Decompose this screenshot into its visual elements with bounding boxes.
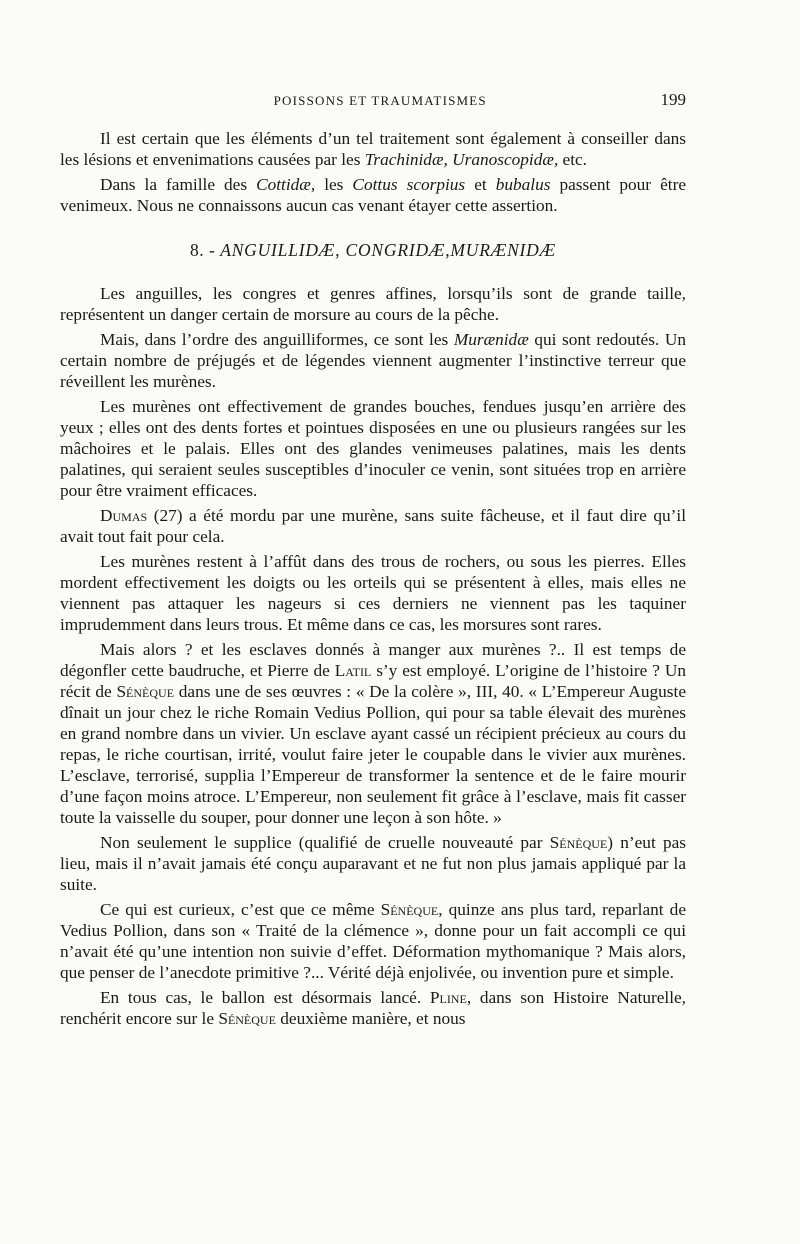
- section-title: ANGUILLIDÆ, CONGRIDÆ,MURÆNIDÆ: [220, 240, 556, 260]
- paragraph: Les anguilles, les congres et genres affines, lorsqu’ils sont de grande taille, représentent un danger certain de morsure au cours de la pêche.: [60, 284, 686, 324]
- paragraph: Les murènes restent à l’affût dans des trous de rochers, ou sous les pierres. Elles mordent effectivement les doigts ou les orteils qui se présentent à elles, mais elles ne viennent pas attaquer les nageurs si ces derniers ne viennent pas les taquiner imprudemment dans leurs trous. Et même dans ce cas, les morsures sont rares.: [60, 552, 686, 634]
- paragraph: Il est certain que les éléments d’un tel traitement sont également à conseiller dans les lésions et envenimations causées par les Trachinidæ, Uranoscopidæ, etc.: [60, 129, 686, 169]
- author-name: Sénèque: [116, 682, 175, 701]
- section-number: 8. -: [190, 240, 221, 260]
- author-name: Sénèque: [549, 833, 608, 852]
- paragraph: Les murènes ont effectivement de grandes bouches, fendues jusqu’en arrière des yeux ; elles ont des dents fortes et pointues disposées en une ou plusieurs rangées sur les mâchoires et le palais. Elles ont des glandes venimeuses palatines, mais les dents palatines, qui seraient seules susceptibles d’inoculer ce venin, sont situées trop en arrière pour être vraiment efficaces.: [60, 397, 686, 500]
- author-name: Dumas: [100, 506, 148, 525]
- author-name: Sénèque: [218, 1009, 276, 1028]
- paragraph: Dumas (27) a été mordu par une murène, sans suite fâcheuse, et il faut dire qu’il avait tout fait pour cela.: [60, 506, 686, 546]
- paragraph: Non seulement le supplice (qualifié de cruelle nouveauté par Sénèque) n’eut pas lieu, mais il n’avait jamais été conçu auparavant et ne fut non plus jamais appliqué par la suite.: [60, 833, 686, 894]
- author-name: Sénèque: [380, 900, 439, 919]
- running-title: POISSONS ET TRAUMATISMES: [273, 93, 487, 108]
- paragraph: Mais, dans l’ordre des anguilliformes, ce sont les Murænidæ qui sont redoutés. Un certain nombre de préjugés et de légendes viennent augmenter l’instinctive terreur que réveillent les murènes.: [60, 330, 686, 391]
- paragraph: Ce qui est curieux, c’est que ce même Sénèque, quinze ans plus tard, reparlant de Vedius Pollion, dans son « Traité de la clémence », donne pour un fait accompli ce qui n’avait été qu’une intention non suivie d’effet. Déformation mythomanique ? Mais alors, que penser de l’anecdote primitive ?... Vérité déjà enjolivée, ou invention pure et simple.: [60, 900, 686, 982]
- document-page: [60, 90, 686, 1033]
- page-number: 199: [660, 90, 686, 109]
- author-name: Latil: [334, 661, 372, 680]
- paragraph: Dans la famille des Cottidæ, les Cottus scorpius et bubalus passent pour être venimeux. Nous ne connaissons aucun cas venant étayer cette assertion.: [60, 175, 686, 215]
- running-header: [60, 90, 686, 110]
- paragraph: Mais alors ? et les esclaves donnés à manger aux murènes ?.. Il est temps de dégonfler cette baudruche, et Pierre de Latil s’y est employé. L’origine de l’histoire ? Un récit de Sénèque dans une de ses œuvres : « De la colère », III, 40. « L’Empereur Auguste dînait un jour chez le riche Romain Vedius Pollion, qui pour sa table élevait des murènes en grand nombre dans un vivier. Un esclave ayant cassé un récipient précieux au cours du repas, le riche courtisan, irrité, voulut faire jeter le coupable dans le vivier aux murènes. L’esclave, terrorisé, supplia l’Empereur de transformer la sentence et de le faire mourir d’une façon moins atroce. L’Empereur, non seulement fit grâce à l’esclave, mais fit casser toute la vaisselle du souper, pour donner une leçon à son hôte. »: [60, 640, 686, 827]
- author-name: Pline: [429, 988, 467, 1007]
- paragraph: En tous cas, le ballon est désormais lancé. Pline, dans son Histoire Naturelle, renchérit encore sur le Sénèque deuxième manière, et nous: [60, 988, 686, 1028]
- section-heading: [60, 240, 686, 261]
